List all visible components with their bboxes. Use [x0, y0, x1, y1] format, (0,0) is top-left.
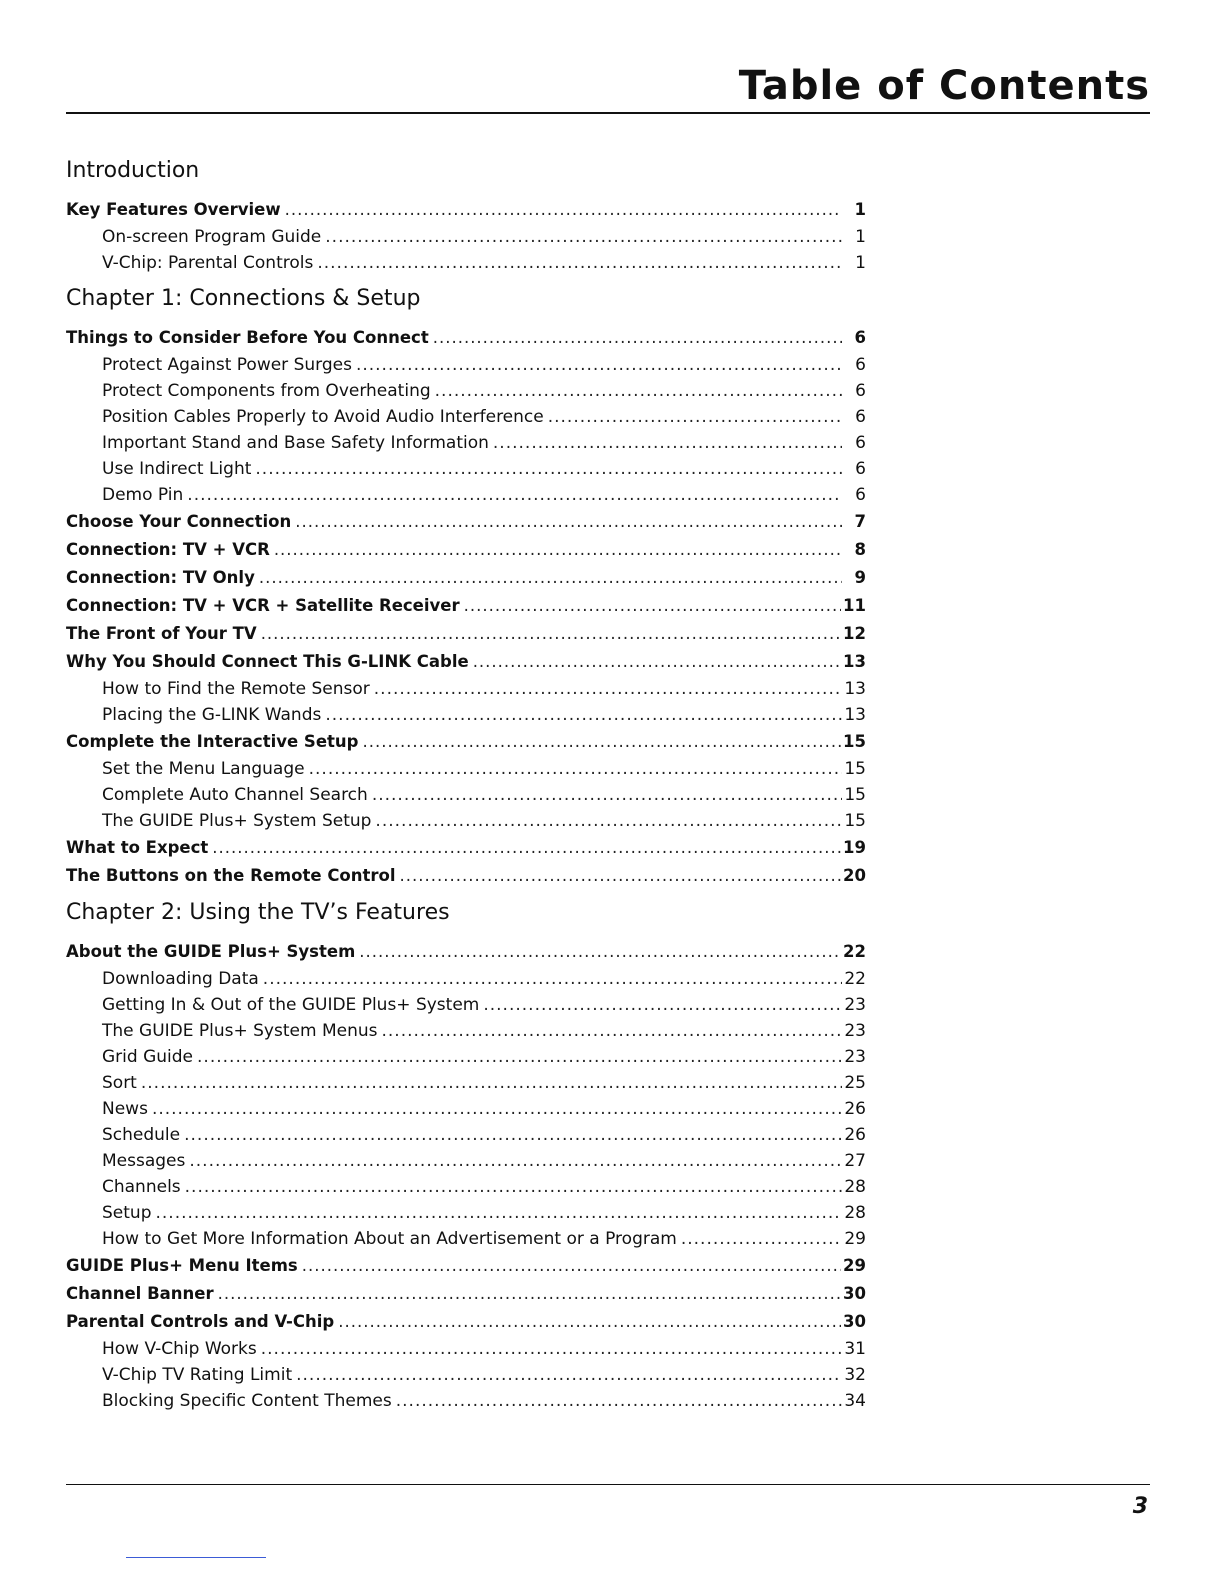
toc-entry-page: 23	[844, 1047, 866, 1067]
toc-subentry[interactable]	[66, 1388, 866, 1414]
toc-entry-page: 9	[854, 568, 866, 587]
dot-leader	[325, 702, 842, 728]
toc-entry-label: Grid Guide	[102, 1047, 194, 1067]
dot-leader	[338, 1308, 841, 1336]
toc-entry-page: 23	[844, 995, 866, 1015]
toc-subentry[interactable]	[66, 1044, 866, 1070]
toc-entry-label: Complete Auto Channel Search	[102, 785, 368, 805]
dot-leader	[400, 862, 841, 890]
toc-entry[interactable]	[66, 834, 866, 862]
toc-entry-page: 32	[844, 1365, 866, 1385]
toc-entry-label: Set the Menu Language	[102, 759, 305, 779]
toc-entry-label: On-screen Program Guide	[102, 227, 322, 247]
toc-subentry[interactable]	[66, 992, 866, 1018]
toc-entry-page: 29	[844, 1229, 866, 1249]
toc-entry-label: The Front of Your TV	[66, 624, 257, 643]
toc-entry-label: Schedule	[102, 1125, 181, 1145]
toc-entry-label: Placing the G-LINK Wands	[102, 705, 322, 725]
dot-leader	[372, 782, 842, 808]
toc-entry-page: 22	[844, 969, 866, 989]
toc-subentry[interactable]	[66, 756, 866, 782]
toc-entry-label: The Buttons on the Remote Control	[66, 866, 396, 885]
toc-subentry[interactable]	[66, 482, 866, 508]
toc-entry-page: 6	[854, 328, 866, 347]
scan-artifact-line	[126, 1557, 266, 1558]
toc-entry-label: Connection: TV + VCR + Satellite Receiver	[66, 596, 460, 615]
toc-subentry[interactable]	[66, 250, 866, 276]
toc-subentry[interactable]	[66, 1096, 866, 1122]
dot-leader	[189, 1148, 842, 1174]
toc-entry[interactable]	[66, 648, 866, 676]
toc-subentry[interactable]	[66, 224, 866, 250]
dot-leader	[259, 564, 842, 592]
dot-leader	[375, 808, 842, 834]
dot-leader	[464, 592, 841, 620]
toc-subentry[interactable]	[66, 430, 866, 456]
toc-entry-page: 20	[843, 866, 866, 885]
toc-entry-label: Parental Controls and V-Chip	[66, 1312, 335, 1331]
dot-leader	[155, 1200, 842, 1226]
toc-entry-label: V-Chip TV Rating Limit	[102, 1365, 293, 1385]
toc-entry-label: How V-Chip Works	[102, 1339, 257, 1359]
toc-entry[interactable]	[66, 592, 866, 620]
toc-subentry[interactable]	[66, 1226, 866, 1252]
toc-entry[interactable]	[66, 1308, 866, 1336]
toc-entry-label: Sort	[102, 1073, 137, 1093]
toc-entry[interactable]	[66, 1252, 866, 1280]
dot-leader	[309, 756, 842, 782]
dot-leader	[296, 1362, 842, 1388]
dot-leader	[381, 1018, 842, 1044]
toc-entry-label: Complete the Interactive Setup	[66, 732, 359, 751]
toc-entry-page: 30	[843, 1284, 866, 1303]
toc-entry-label: Demo Pin	[102, 485, 184, 505]
toc-subentry[interactable]	[66, 808, 866, 834]
dot-leader	[493, 430, 842, 456]
toc-entry-page: 31	[844, 1339, 866, 1359]
page-title: Table of Contents	[738, 63, 1150, 109]
toc-entry-page: 34	[844, 1391, 866, 1411]
toc-entry-page: 28	[844, 1203, 866, 1223]
header-rule	[66, 112, 1150, 114]
toc-subentry[interactable]	[66, 1018, 866, 1044]
toc-entry[interactable]	[66, 620, 866, 648]
toc-entry-page: 26	[844, 1125, 866, 1145]
dot-leader	[187, 482, 842, 508]
dot-leader	[285, 196, 842, 224]
dot-leader	[325, 224, 842, 250]
toc-entry[interactable]	[66, 1280, 866, 1308]
toc-entry[interactable]	[66, 196, 866, 224]
toc-entry-page: 13	[844, 679, 866, 699]
toc-entry-page: 26	[844, 1099, 866, 1119]
toc-entry-label: Things to Consider Before You Connect	[66, 328, 429, 347]
toc-subentry[interactable]	[66, 378, 866, 404]
dot-leader	[197, 1044, 842, 1070]
toc-subentry[interactable]	[66, 1336, 866, 1362]
toc-entry-page: 1	[855, 227, 866, 247]
toc-entry-page: 15	[844, 811, 866, 831]
dot-leader	[141, 1070, 842, 1096]
toc-subentry[interactable]	[66, 782, 866, 808]
toc-entry-label: Key Features Overview	[66, 200, 281, 219]
dot-leader	[356, 352, 842, 378]
toc-entry-label: Why You Should Connect This G-LINK Cable	[66, 652, 469, 671]
toc-entry-label: Channel Banner	[66, 1284, 214, 1303]
toc-entry-label: News	[102, 1099, 148, 1119]
dot-leader	[261, 1336, 842, 1362]
toc-subentry[interactable]	[66, 456, 866, 482]
section-heading: Introduction	[66, 158, 200, 183]
toc-entry-page: 15	[843, 732, 866, 751]
toc-entry[interactable]	[66, 938, 866, 966]
toc-entry-label: The GUIDE Plus+ System Setup	[102, 811, 372, 831]
toc-subentry[interactable]	[66, 352, 866, 378]
toc-entry-page: 23	[844, 1021, 866, 1041]
toc-entry-page: 6	[855, 459, 866, 479]
toc-entry-label: Important Stand and Base Safety Information	[102, 433, 489, 453]
toc-subentry[interactable]	[66, 966, 866, 992]
dot-leader	[359, 938, 841, 966]
toc-entry-label: Protect Against Power Surges	[102, 355, 352, 375]
toc-entry[interactable]	[66, 536, 866, 564]
toc-entry-label: Connection: TV + VCR	[66, 540, 270, 559]
toc-subentry[interactable]	[66, 1174, 866, 1200]
toc-entry-page: 29	[843, 1256, 866, 1275]
dot-leader	[483, 992, 842, 1018]
toc-subentry[interactable]	[66, 1200, 866, 1226]
toc-entry-label: Protect Components from Overheating	[102, 381, 431, 401]
dot-leader	[548, 404, 842, 430]
section-heading: Chapter 1: Connections & Setup	[66, 286, 421, 311]
toc-entry-label: Channels	[102, 1177, 181, 1197]
dot-leader	[218, 1280, 841, 1308]
dot-leader	[396, 1388, 842, 1414]
toc-entry-label: Choose Your Connection	[66, 512, 292, 531]
toc-entry-page: 15	[844, 785, 866, 805]
toc-entry-page: 12	[843, 624, 866, 643]
dot-leader	[184, 1122, 842, 1148]
toc-entry-page: 1	[854, 200, 866, 219]
toc-entry-page: 30	[843, 1312, 866, 1331]
toc-entry-label: Downloading Data	[102, 969, 259, 989]
toc-entry-page: 27	[844, 1151, 866, 1171]
toc-entry-page: 6	[855, 485, 866, 505]
toc-entry-page: 19	[843, 838, 866, 857]
toc-entry-page: 25	[844, 1073, 866, 1093]
dot-leader	[274, 536, 842, 564]
dot-leader	[185, 1174, 842, 1200]
toc-entry-page: 1	[855, 253, 866, 273]
dot-leader	[263, 966, 842, 992]
toc-entry[interactable]	[66, 324, 866, 352]
toc-entry-page: 8	[854, 540, 866, 559]
toc-entry-label: V-Chip: Parental Controls	[102, 253, 314, 273]
toc-entry-label: Use Indirect Light	[102, 459, 252, 479]
toc-entry-page: 6	[855, 407, 866, 427]
dot-leader	[317, 250, 842, 276]
toc-entry-label: Messages	[102, 1151, 186, 1171]
toc-entry-page: 6	[855, 433, 866, 453]
dot-leader	[212, 834, 841, 862]
dot-leader	[295, 508, 842, 536]
dot-leader	[152, 1096, 842, 1122]
toc-entry-label: About the GUIDE Plus+ System	[66, 942, 356, 961]
toc-entry-label: Position Cables Properly to Avoid Audio Interference	[102, 407, 544, 427]
toc-entry-label: How to Get More Information About an Advertisement or a Program	[102, 1229, 677, 1249]
toc-entry-label: Blocking Specific Content Themes	[102, 1391, 392, 1411]
toc-entry-label: GUIDE Plus+ Menu Items	[66, 1256, 298, 1275]
toc-entry-page: 13	[843, 652, 866, 671]
dot-leader	[302, 1252, 841, 1280]
dot-leader	[362, 728, 841, 756]
toc-entry-page: 15	[844, 759, 866, 779]
toc-entry[interactable]	[66, 728, 866, 756]
section-heading: Chapter 2: Using the TV’s Features	[66, 900, 450, 925]
toc-subentry[interactable]	[66, 676, 866, 702]
dot-leader	[435, 378, 842, 404]
toc-subentry[interactable]	[66, 1122, 866, 1148]
toc-entry-page: 6	[855, 381, 866, 401]
toc-entry-label: Connection: TV Only	[66, 568, 255, 587]
page-number: 3	[1132, 1494, 1148, 1519]
toc-entry[interactable]	[66, 508, 866, 536]
dot-leader	[681, 1226, 842, 1252]
toc-subentry[interactable]	[66, 702, 866, 728]
toc-entry[interactable]	[66, 862, 866, 890]
toc-entry-label: What to Expect	[66, 838, 209, 857]
toc-entry-label: The GUIDE Plus+ System Menus	[102, 1021, 378, 1041]
dot-leader	[433, 324, 842, 352]
toc-entry[interactable]	[66, 564, 866, 592]
toc-subentry[interactable]	[66, 1070, 866, 1096]
toc-subentry[interactable]	[66, 1362, 866, 1388]
dot-leader	[261, 620, 841, 648]
toc-entry-page: 13	[844, 705, 866, 725]
toc-entry-page: 11	[843, 596, 866, 615]
toc-entry-label: How to Find the Remote Sensor	[102, 679, 370, 699]
toc-entry-label: Setup	[102, 1203, 152, 1223]
dot-leader	[374, 676, 842, 702]
dot-leader	[255, 456, 842, 482]
toc-entry-page: 6	[855, 355, 866, 375]
toc-entry-page: 7	[854, 512, 866, 531]
dot-leader	[473, 648, 841, 676]
toc-entry-label: Getting In & Out of the GUIDE Plus+ System	[102, 995, 480, 1015]
footer-rule	[66, 1484, 1150, 1485]
toc-subentry[interactable]	[66, 1148, 866, 1174]
toc-entry-page: 22	[843, 942, 866, 961]
toc-entry-page: 28	[844, 1177, 866, 1197]
table-of-contents	[66, 156, 866, 1420]
toc-subentry[interactable]	[66, 404, 866, 430]
